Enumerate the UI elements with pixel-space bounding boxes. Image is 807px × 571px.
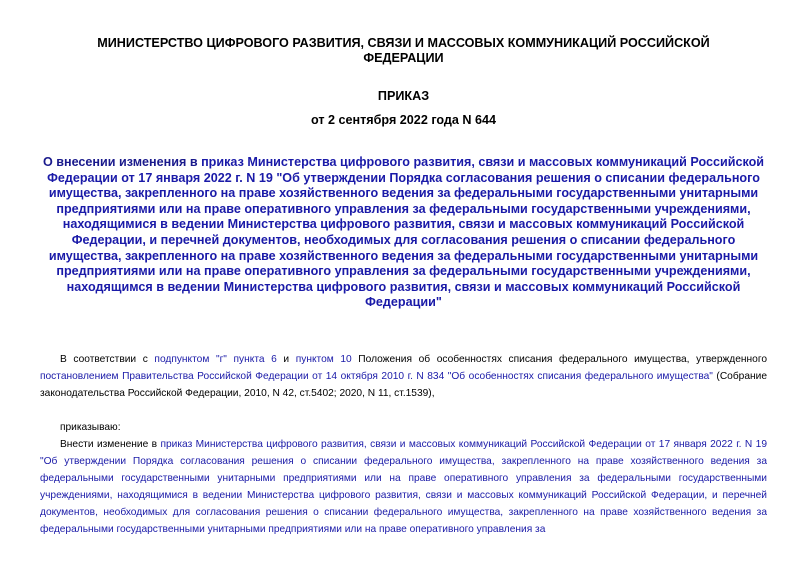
amendment-paragraph [40,436,767,536]
paragraph-10-link[interactable]: пунктом 10 [295,354,352,365]
order-label: ПРИКАЗ [377,89,430,103]
preamble-text-3: Положения об особенностях списания федерального имущества, утвержденного [351,354,767,365]
document-title [40,155,767,311]
amendment-text-1: Внести изменение в [60,439,161,450]
subparagraph-link[interactable]: подпунктом "г" пункта 6 [154,354,277,365]
ministry-heading: МИНИСТЕРСТВО ЦИФРОВОГО РАЗВИТИЯ, СВЯЗИ И МАССОВЫХ КОММУНИКАЦИЙ РОССИЙСКОЙ ФЕДЕРАЦИИ [97,36,710,65]
title-order-link[interactable]: приказ Министерства цифрового развития, связи и массовых коммуникаций Российской Федерации от 17 января 2022 г. N 19 "Об утверждении Порядка согласования решения о списании федерального имущества, закрепленного на праве хозяйственного ведения за федеральными государственными унитарными предприятиями или на праве оперативного управления за федеральными государственными учреждениями, находящимися в ведении Министерства цифрового развития, связи и массовых коммуникаций Российской Федерации, и перечней документов, необходимых для согласования решения о списании федерального имущества, закрепленного на праве хозяйственного ведения за федеральными государственными унитарными предприятиями или на праве оперативного управления за федеральными государственными учреждениями, находящимся в ведении Министерства цифрового развития, связи и массовых коммуникаций Российской Федерации" [47,155,765,310]
amended-order-link[interactable]: приказ Министерства цифрового развития, связи и массовых коммуникаций Российской Федерации от 17 января 2022 г. N 19 "Об утверждении Порядка согласования решения о списании федерального имущества, закрепленного на праве хозяйственного ведения за федеральными государственными унитарными предприятиями или на праве оперативного управления за федеральными государственными учреждениями, находящимися в ведении Министерства цифрового развития, связи и массовых коммуникаций Российской Федерации, и перечней документов, необходимых для согласования решения о списании федерального имущества, закрепленного на праве хозяйственного ведения за федеральными государственными унитарными предприятиями или на праве оперативного управления за [40,439,767,535]
preamble-text-2: и [276,354,296,365]
order-date: от 2 сентября 2022 года N 644 [310,113,497,127]
preamble-text-1: В соответствии с [60,354,155,365]
preamble-paragraph [40,351,767,402]
prikazyvayu-text: приказываю: [60,422,121,433]
preamble-text-4: (Собрание законодательства Российской Федерации, 2010, N 42, ст.5402; 2020, N 11, ст.1539), [40,371,767,399]
title-prefix: О внесении изменения в [42,155,202,169]
government-decree-link[interactable]: постановлением Правительства Российской Федерации от 14 октября 2010 г. N 834 "Об особенностях списания федерального имущества" [40,371,713,382]
